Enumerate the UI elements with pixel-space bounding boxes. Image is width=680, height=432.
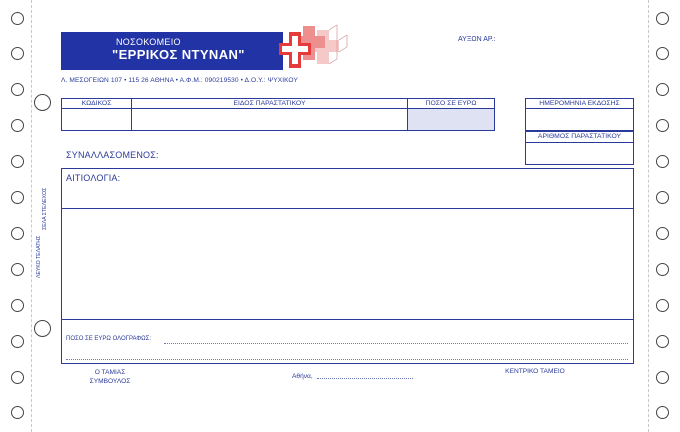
place-label: Αθήνα, [292, 373, 313, 380]
feed-hole [656, 47, 669, 60]
side-copy-text [32, 175, 54, 285]
feed-hole [11, 371, 24, 384]
amount-words-label: ΠΟΣΟ ΣΕ ΕΥΡΩ ΟΛΟΓΡΑΦΩΣ: [66, 336, 152, 342]
feed-hole [11, 83, 24, 96]
details-field[interactable] [62, 210, 633, 318]
feed-hole [11, 12, 24, 25]
binder-hole [34, 94, 51, 111]
feed-hole [11, 191, 24, 204]
copy-label: ΛΕΥΚΟ ΤΕΛΑΤΗΣ [36, 235, 42, 278]
binder-hole [34, 320, 51, 337]
place-date-field[interactable] [317, 370, 413, 380]
hospital-label: ΝΟΣΟΚΟΜΕΙΟ [116, 37, 181, 47]
counterparty-label: ΣΥΝΑΛΛΑΣΟΜΕΝΟΣ: [66, 150, 159, 160]
reason-rule [61, 208, 634, 209]
feed-hole [11, 155, 24, 168]
central-cashier-label: ΚΕΝΤΡΙΚΟ ΤΑΜΕΙΟ [505, 368, 565, 375]
feed-hole [656, 299, 669, 312]
red-cross-logo [277, 22, 351, 72]
feed-hole [11, 119, 24, 132]
doc-type-field[interactable] [132, 109, 407, 130]
cashier-signature [80, 368, 140, 386]
feed-hole [11, 47, 24, 60]
feed-hole [11, 227, 24, 240]
doc-type-header: ΕΙΔΟΣ ΠΑΡΑΣΤΑΤΙΚΟΥ [233, 100, 306, 107]
counterparty-field[interactable] [160, 148, 510, 162]
feed-hole [656, 155, 669, 168]
doc-number-header: ΑΡΙΘΜΟΣ ΠΑΡΑΣΤΑΤΙΚΟΥ [537, 133, 622, 140]
advisor-label: ΣΥΜΒΟΥΛΟΣ [89, 378, 131, 385]
code-field[interactable] [62, 109, 131, 130]
feed-hole [656, 406, 669, 419]
reason-field[interactable] [62, 186, 633, 207]
serial-number-label: ΑΥΞΩΝ ΑΡ.: [458, 36, 496, 43]
amount-field[interactable] [408, 109, 494, 130]
feed-hole [656, 83, 669, 96]
feed-hole [11, 335, 24, 348]
hospital-name: "ΕΡΡΙΚΟΣ ΝΤΥΝΑΝ" [112, 47, 245, 62]
right-perforation [648, 0, 649, 432]
feed-hole [656, 12, 669, 25]
code-header: ΚΩΔΙΚΟΣ [81, 100, 112, 107]
feed-hole [656, 371, 669, 384]
feed-hole [656, 191, 669, 204]
cashier-label: Ο ΤΑΜΙΑΣ [94, 369, 126, 376]
hospital-address: Λ. ΜΕΣΟΓΕΙΩΝ 107 • 115 26 ΑΘΗΝΑ • Α.Φ.Μ.: 090219530 • Δ.Ο.Υ.: ΨΥΧΙΚΟΥ [61, 77, 298, 84]
doc-number-field[interactable] [526, 143, 633, 164]
feed-hole [656, 119, 669, 132]
amount-words-field[interactable] [164, 333, 628, 359]
feed-hole [656, 335, 669, 348]
issue-date-header: ΗΜΕΡΟΜΗΝΙΑ ΕΚΔΟΣΗΣ [539, 100, 620, 107]
amount-header: ΠΟΣΟ ΣΕ ΕΥΡΩ [425, 100, 477, 107]
issue-date-field[interactable] [526, 109, 633, 130]
feed-hole [11, 406, 24, 419]
amount-words-line-2 [66, 359, 628, 360]
reason-label: ΑΙΤΙΟΛΟΓΙΑ: [66, 173, 121, 183]
hospital-banner [61, 32, 283, 70]
feed-hole [11, 299, 24, 312]
body-rule [61, 319, 634, 320]
feed-hole [656, 227, 669, 240]
sheet-label: ΣΕΛΑ ΣΤΕΛΕΧΟΣ [42, 187, 48, 230]
feed-hole [656, 263, 669, 276]
feed-hole [11, 263, 24, 276]
